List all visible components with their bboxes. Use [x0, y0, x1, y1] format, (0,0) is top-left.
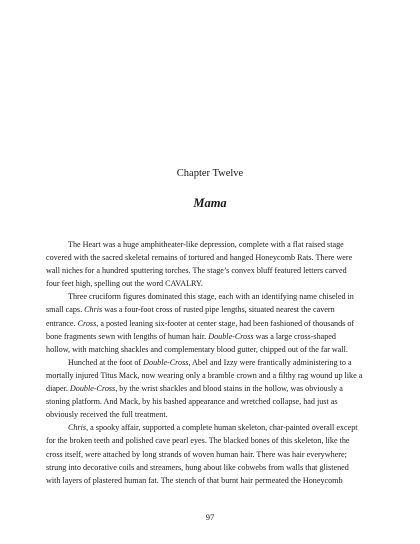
text-line — [46, 408, 374, 421]
italic-text-run: Cross — [77, 318, 97, 328]
text-line — [46, 317, 374, 330]
text-run: cross itself, were attached by long strands of woven human hair. There was hair everywhere; — [46, 449, 347, 459]
italic-text-run: Double-Cross — [69, 384, 116, 394]
text-run: , a spooky affair, supported a complete human skeleton, char-painted overall except — [86, 423, 358, 433]
chapter-label: Chapter Twelve — [176, 168, 244, 179]
text-line — [46, 343, 374, 356]
text-line — [46, 290, 374, 303]
text-run: The Heart was a huge amphitheater-like depression, complete with a flat raised stage — [68, 240, 344, 249]
text-run: Hunched at the foot of — [68, 357, 144, 367]
paragraph — [46, 356, 374, 421]
text-run: was a four-foot cross of rusted pipe lengths, situated nearest the cavern — [102, 305, 335, 315]
text-line — [46, 356, 374, 369]
text-run: covered with the sacred skeletal remains of tortured and hanged Honeycomb Rats. There were — [46, 253, 353, 263]
chapter-body-text — [46, 238, 374, 487]
text-run: entrance. — [46, 318, 78, 328]
text-run: diaper. — [46, 384, 70, 394]
text-line — [46, 461, 374, 474]
text-line — [46, 474, 374, 487]
text-line — [46, 421, 374, 434]
italic-text-run: Double-Cross — [143, 357, 189, 367]
text-run: four feet high, spelling out the word CAVALRY. — [46, 279, 203, 289]
italic-text-run: Chris — [84, 305, 103, 315]
text-run: mortally injured Titus Mack, now wearing only a bramble crown and a filthy rag wound up like a — [46, 370, 363, 380]
page-number: 97 — [205, 512, 215, 522]
text-line — [46, 434, 374, 447]
text-run: , a posted leaning six-footer at center stage, had been fashioned of thousands of — [96, 318, 355, 328]
text-run: obviously received the full treatment. — [46, 410, 168, 420]
text-line — [46, 448, 374, 461]
text-line — [46, 395, 374, 408]
text-run: bone fragments sewn with lengths of human hair. — [46, 331, 209, 341]
italic-text-run: Chris — [68, 423, 87, 433]
text-run: Three cruciform figures dominated this stage, each with an identifying name chiseled in — [68, 292, 354, 302]
text-run: with layers of plastered human fat. The stench of that burnt hair permeated the Honeycomb — [46, 475, 343, 485]
text-run: was a large cross-shaped — [253, 331, 336, 341]
text-line — [46, 277, 374, 290]
text-run: wall niches for a hundred sputtering torches. The stage’s convex bluff featured letters carved — [46, 266, 347, 276]
chapter-title: Mama — [193, 196, 227, 210]
text-line — [46, 369, 374, 382]
text-line — [46, 303, 374, 316]
text-line — [46, 264, 374, 277]
text-run: small caps. — [46, 305, 85, 315]
text-run: for the broken teeth and polished cave pearl eyes. The blacked bones of this skeleton, like the — [46, 436, 350, 446]
text-run: hollow, with matching shackles and complementary blood gutter, chipped out of the far wall. — [46, 344, 348, 354]
text-line — [46, 330, 374, 343]
paragraph — [46, 421, 374, 486]
text-run: , by the wrist shackles and blood stains in the hollow, was obviously a — [115, 384, 343, 394]
text-line — [46, 382, 374, 395]
paragraph — [46, 238, 374, 290]
text-run: , Abel and Izzy were frantically administering to a — [188, 357, 352, 367]
text-run: strung into decorative coils and streamers, hung about like cobwebs from walls that glistened — [46, 462, 349, 472]
text-run: stoning platform. And Mack, by his bashed appearance and wretched collapse, had just as — [46, 397, 338, 407]
paragraph — [46, 290, 374, 355]
text-line — [46, 238, 374, 251]
text-line — [46, 251, 374, 264]
italic-text-run: Double-Cross — [208, 331, 254, 341]
